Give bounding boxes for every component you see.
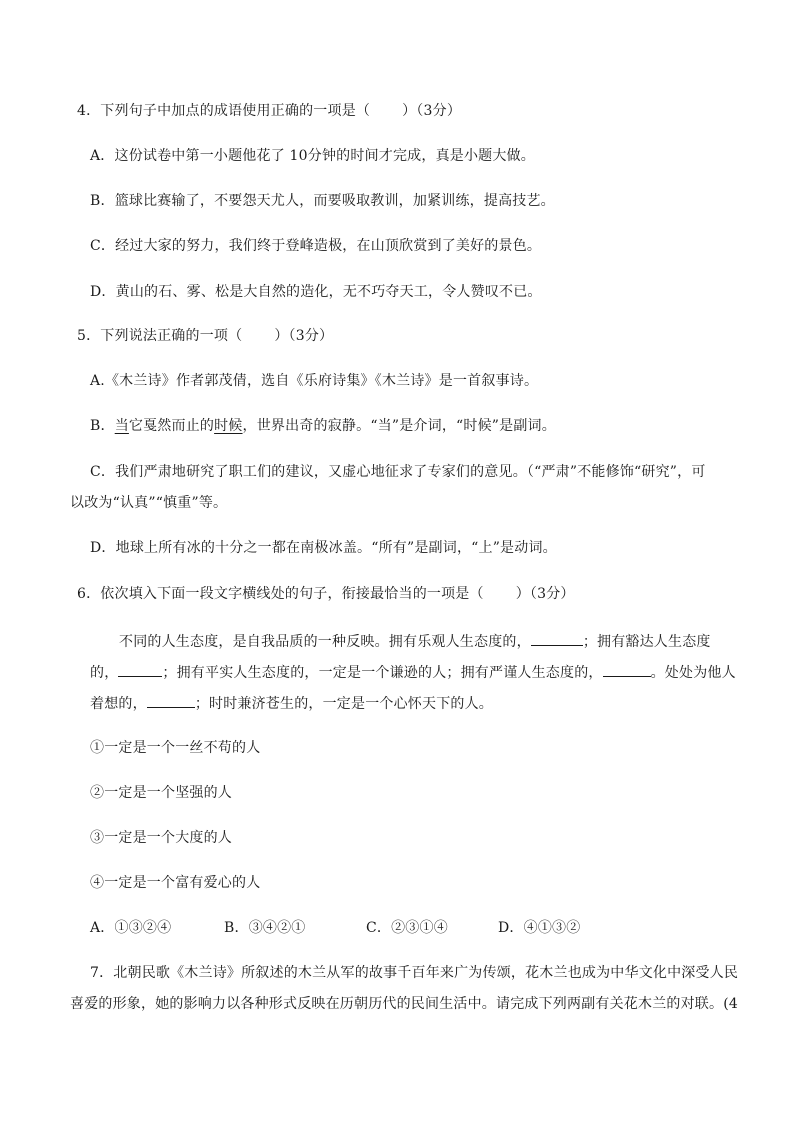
fill-blank xyxy=(147,692,195,708)
q6-choice-d: D．④①③② xyxy=(498,920,581,936)
q5-option-c-line2: 以改为“认真”“慎重”等。 xyxy=(70,495,228,511)
q5-option-c-line1: C．我们严肃地研究了职工们的建议，又虚心地征求了专家们的意见。（“严肃”不能修饰“研究”，可 xyxy=(90,464,706,480)
q6-choice-a: A．①③②④ xyxy=(90,920,172,936)
q5-stem: 5．下列说法正确的一项（ ）（3分） xyxy=(77,328,334,344)
q5-option-d: D．地球上所有冰的十分之一都在南极冰盖。“所有”是副词，“上”是动词。 xyxy=(90,540,557,556)
q6-passage-line1: 不同的人生态度，是自我品质的一种反映。拥有乐观人生态度的， ；拥有豁达人生态度 xyxy=(119,630,711,652)
q6-item-1: ①一定是一个一丝不苟的人 xyxy=(90,740,261,756)
fill-blank xyxy=(603,661,651,677)
fill-blank xyxy=(531,630,583,646)
q4-stem: 4．下列句子中加点的成语使用正确的一项是（ ）（3分） xyxy=(77,103,462,119)
q6-item-3: ③一定是一个大度的人 xyxy=(90,830,232,846)
q6-choice-c: C．②③①④ xyxy=(366,920,448,936)
q6-item-2: ②一定是一个坚强的人 xyxy=(90,785,232,801)
q5-option-b: B．当它戛然而止的时候，世界出奇的寂静。“当”是介词，“时候”是副词。 xyxy=(90,418,556,434)
q6-passage-line3: 着想的， ；时时兼济苍生的，一定是一个心怀天下的人。 xyxy=(90,692,493,714)
q4-option-b: B．篮球比赛输了，不要怨天尤人，而要吸取教训，加紧训练，提高技艺。 xyxy=(90,193,555,209)
q7-stem-line2: 喜爱的形象，她的影响力以各种形式反映在历朝历代的民间生活中。请完成下列两副有关花木兰的对联。(4 xyxy=(70,996,738,1012)
q5-option-a: A.《木兰诗》作者郭茂倩，选自《乐府诗集》《木兰诗》是一首叙事诗。 xyxy=(90,373,539,389)
q4-option-c: C．经过大家的努力，我们终于登峰造极，在山顶欣赏到了美好的景色。 xyxy=(90,238,542,254)
q6-stem: 6．依次填入下面一段文字横线处的句子，衔接最恰当的一项是（ ）（3分） xyxy=(77,586,575,602)
underlined-word: 时候 xyxy=(214,418,243,434)
q4-option-a: A．这份试卷中第一小题他花了 10分钟的时间才完成，真是小题大做。 xyxy=(90,148,535,164)
fill-blank xyxy=(118,661,162,677)
underlined-word: 当 xyxy=(114,418,129,434)
q6-choice-b: B．③④②① xyxy=(224,920,306,936)
q4-option-d: D．黄山的石、雾、松是大自然的造化，无不巧夺天工，令人赞叹不已。 xyxy=(90,284,542,300)
q7-stem-line1: 7．北朝民歌《木兰诗》所叙述的木兰从军的故事千百年来广为传颂，花木兰也成为中华文化中深受人民 xyxy=(90,965,739,981)
q6-passage-line2: 的， ；拥有平实人生态度的，一定是一个谦逊的人；拥有严谨人生态度的， 。处处为他人 xyxy=(90,661,736,683)
q6-item-4: ④一定是一个富有爱心的人 xyxy=(90,875,261,891)
